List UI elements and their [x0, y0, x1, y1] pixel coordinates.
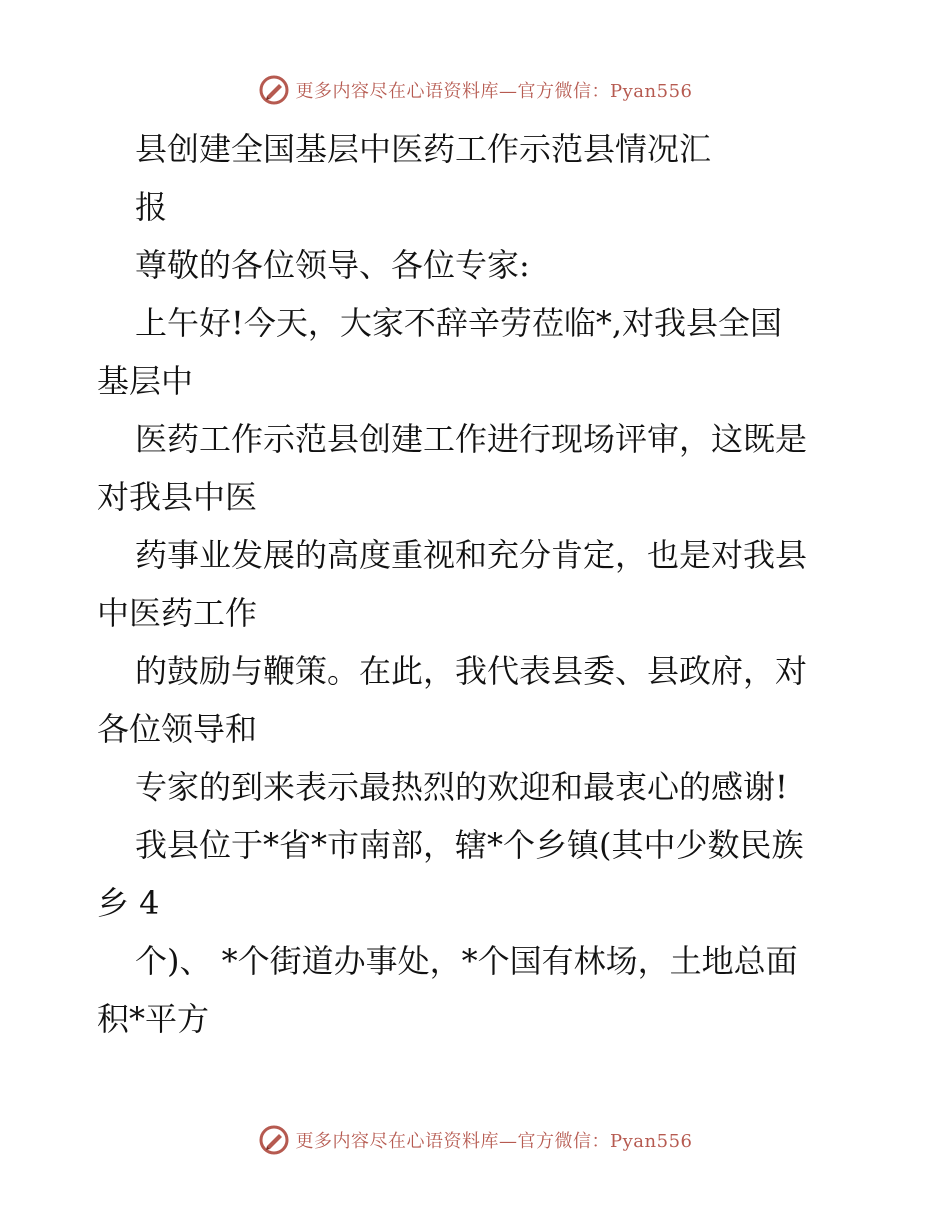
paragraph-line: 我县位于*省*市南部，辖*个乡镇(其中少数民族: [135, 826, 804, 864]
paragraph-line: 积*平方: [97, 1000, 210, 1038]
paragraph-line: 的鼓励与鞭策。在此，我代表县委、县政府，对: [135, 652, 808, 690]
watermark-text: 更多内容尽在心语资料库—官方微信：Pyan556: [295, 1131, 693, 1152]
paragraph-line: 中医药工作: [97, 594, 258, 632]
paragraph-line: 个)、 *个街道办事处，*个国有林场，土地总面: [135, 942, 798, 980]
watermark-header: [0, 70, 950, 110]
paragraph-line: 乡 4: [97, 884, 160, 922]
pen-logo-icon: [258, 74, 290, 106]
salutation: 尊敬的各位领导、各位专家:: [135, 246, 530, 284]
document-body: [97, 120, 857, 1048]
title-line-2: 报: [135, 188, 168, 226]
watermark-footer: [0, 1120, 950, 1160]
paragraph-line: 基层中: [97, 362, 194, 400]
title-line-1: 县创建全国基层中医药工作示范县情况汇: [135, 130, 712, 168]
watermark-text: 更多内容尽在心语资料库—官方微信：Pyan556: [295, 81, 693, 102]
pen-logo-icon: [258, 1124, 290, 1156]
paragraph-line: 上午好!今天，大家不辞辛劳莅临*,对我县全国: [135, 304, 783, 342]
paragraph-line: 专家的到来表示最热烈的欢迎和最衷心的感谢!: [135, 768, 788, 806]
paragraph-line: 各位领导和: [97, 710, 258, 748]
paragraph-line: 药事业发展的高度重视和充分肯定，也是对我县: [135, 536, 808, 574]
paragraph-line: 医药工作示范县创建工作进行现场评审，这既是: [135, 420, 808, 458]
paragraph-line: 对我县中医: [97, 478, 258, 516]
